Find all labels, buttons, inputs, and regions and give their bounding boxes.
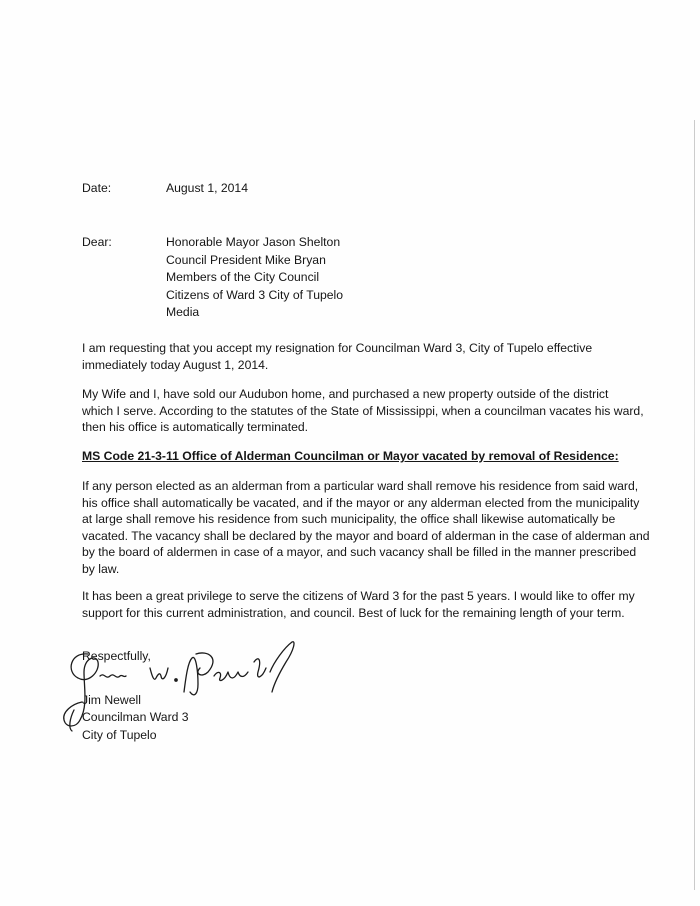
text-line: at large shall remove his residence from such municipality, the office shall likewise automatically be — [82, 512, 616, 526]
text-line: If any person elected as an alderman from a particular ward shall remove his residence from said ward, — [82, 479, 639, 493]
dear-label: Dear: — [82, 235, 112, 249]
recipient-line: Media — [166, 305, 200, 319]
recipient-line: Council President Mike Bryan — [166, 252, 326, 267]
ms-code-heading: MS Code 21-3-11 Office of Alderman Councilman or Mayor vacated by removal of Residence: — [82, 449, 619, 463]
recipient-line: Citizens of Ward 3 City of Tupelo — [166, 287, 344, 302]
signer-name: Jim Newell — [82, 693, 141, 707]
text-line: which I serve. According to the statutes of the State of Mississippi, when a councilman vacates his ward, — [82, 403, 644, 418]
date-label: Date: — [82, 181, 112, 195]
date-value: August 1, 2014 — [166, 181, 248, 195]
text-line: It has been a great privilege to serve the citizens of Ward 3 for the past 5 years. I would like to offer my — [82, 589, 635, 603]
signer-title: Councilman Ward 3 — [82, 710, 189, 724]
paragraph-resignation — [82, 340, 622, 373]
recipient-line: Honorable Mayor Jason Shelton — [166, 235, 341, 249]
text-line: by the board of aldermen in case of a mayor, and such vacancy shall be filled in the manner prescribed — [82, 545, 637, 559]
text-line: immediately today August 1, 2014. — [82, 357, 269, 372]
text-line: My Wife and I, have sold our Audubon home, and purchased a new property outside of the district — [82, 387, 609, 401]
text-line: by law. — [82, 561, 120, 576]
text-line: support for this current administration, and council. Best of luck for the remaining length of your term. — [82, 605, 625, 620]
text-line: then his office is automatically terminated. — [82, 420, 309, 434]
paragraph-reason — [82, 386, 644, 436]
recipient-list — [166, 234, 343, 322]
scan-edge-line — [694, 120, 695, 890]
recipient-line: Members of the City Council — [166, 270, 320, 284]
signer-city: City of Tupelo — [82, 728, 157, 742]
closing-salutation: Respectfully, — [82, 649, 151, 663]
text-line: I am requesting that you accept my resignation for Councilman Ward 3, City of Tupelo effective — [82, 341, 593, 355]
text-line: vacated. The vacancy shall be declared by the mayor and board of alderman in the case of alderman and — [82, 528, 650, 543]
paragraph-statute — [82, 478, 650, 577]
text-line: his office shall automatically be vacated, and if the mayor or any alderman elected from the municipality — [82, 495, 640, 510]
paragraph-thanks — [82, 588, 635, 621]
